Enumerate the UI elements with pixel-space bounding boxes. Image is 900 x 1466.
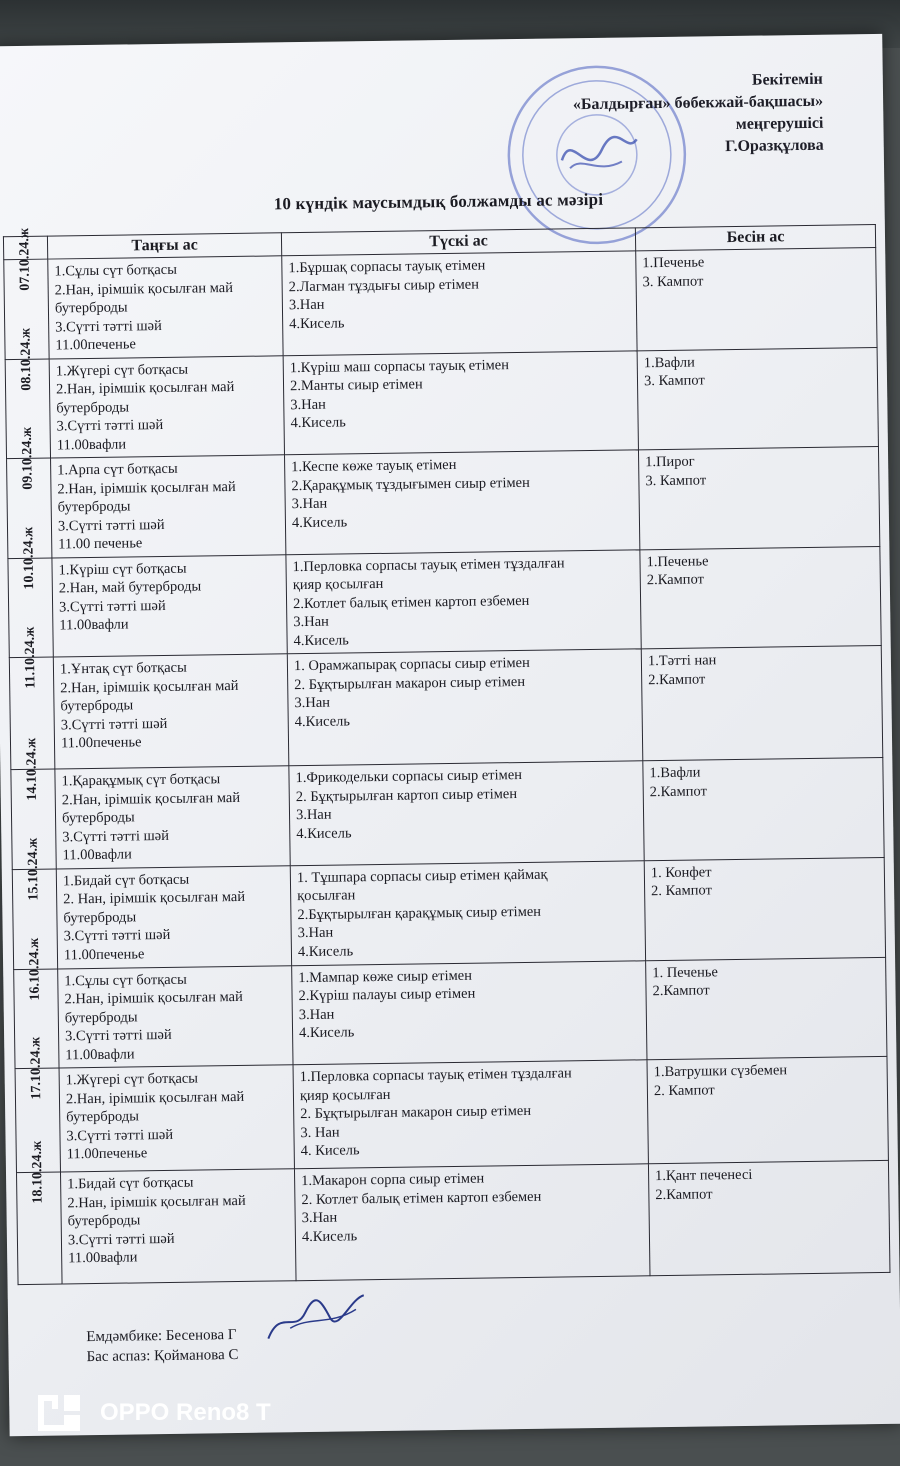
breakfast-item: 1.Қарақұмық сүт ботқасы [61,771,221,790]
table-row [8,546,881,658]
approval-line-3: меңгерушісі [735,114,824,133]
lunch-cell [294,1164,650,1281]
table-row [4,248,877,360]
snack-cell [647,1056,888,1163]
snack-item: 3. Кампот [645,471,707,489]
lunch-cell [290,860,645,965]
approval-line-4: Г.Оразқұлова [725,136,824,156]
breakfast-cell [48,256,283,359]
lunch-item: 1.Фрикодельки сорпасы сиыр етімен [295,766,523,787]
snack-item: 2.Кампот [655,1185,713,1203]
breakfast-item: 11.00вафли [68,1249,138,1267]
row-date: 14.10.24.ж [24,737,41,801]
breakfast-item: 2.Нан, ірімшік қосылған май [65,1088,245,1107]
row-date: 07.10.24.ж [17,227,33,291]
lunch-item: 1.Макарон сорпа сиыр етімен [301,1170,485,1190]
breakfast-item: 3.Сүтті тәтті шәй [56,416,164,435]
lunch-item: 3. Нан [300,1124,340,1141]
lunch-cell [282,251,637,355]
nurse-signature: Емдәмбике: Бесенова Г [86,1327,237,1346]
camera-watermark [34,1390,271,1436]
breakfast-item: 1.Жүгері сүт ботқасы [55,361,189,379]
snack-item: 1.Тәтті нан [647,652,717,670]
breakfast-cell [58,965,293,1068]
breakfast-item: бутерброды [66,1108,140,1126]
lunch-item: 1.Кеспе көже тауық етімен [291,456,457,476]
lunch-item: қияр қосылған [299,1086,391,1104]
table-row [7,446,880,558]
breakfast-item: бутерброды [60,697,134,715]
snack-item: 3. Кампот [642,272,704,290]
breakfast-item: 1.Сұлы сүт ботқасы [54,261,178,280]
snack-cell [636,248,877,351]
breakfast-item: 2.Нан, ірімшік қосылған май [57,478,236,497]
breakfast-item: 11.00печенье [60,734,142,752]
lunch-item: 2. Бұқтырылған макарон сиыр етімен [294,673,526,693]
lunch-cell [289,761,644,865]
approval-line-2: «Балдырған» бөбекжай-бақшасы» [572,92,824,114]
snack-item: 2.Кампот [649,782,707,800]
breakfast-item: 11.00печенье [66,1145,148,1163]
breakfast-item: бутерброды [67,1212,141,1230]
lunch-item: 3.Нан [297,924,334,942]
breakfast-item: 2.Нан, ірімшік қосылған май [64,988,243,1008]
lunch-item: 2.Манты сиыр етімен [289,376,423,395]
table-row [16,1160,889,1284]
breakfast-item: 1.Жүгері сүт ботқасы [65,1070,199,1089]
lunch-cell [293,1060,648,1169]
document-title: 10 күндік маусымдық болжамды ас мәзірі [273,189,604,214]
breakfast-item: 2. Нан, ірімшік қосылған май [63,888,246,908]
snack-item: 2.Кампот [646,571,705,589]
lunch-item: 3.Нан [293,613,329,631]
breakfast-item: 3.Сүтті тәтті шәй [64,1026,172,1045]
approval-line-1: Бекітемін [751,70,823,89]
snack-item: 1.Вафли [649,764,701,782]
snack-item: 1. Конфет [650,863,712,881]
lunch-item: 4.Кисель [296,824,352,842]
lunch-item: 4. Кисель [300,1142,360,1160]
breakfast-item: 11.00вафли [65,1045,135,1063]
lunch-cell [285,450,640,554]
snack-cell [641,645,883,760]
lunch-item: 4.Кисель [294,712,351,730]
row-date: 10.10.24.ж [21,526,38,590]
breakfast-item: бутерброды [63,908,137,926]
table-row [12,857,885,969]
breakfast-item: бутерброды [57,498,131,516]
lunch-item: 2.Лагман тұздығы сиыр етімен [288,276,480,295]
row-date-cell [16,1140,62,1285]
lunch-item: 3.Нан [291,495,328,513]
lunch-item: 1.Перловка сорпасы тауық етімен тұздалған [292,554,565,575]
snack-cell [637,347,878,450]
breakfast-item: 3.Сүтті тәтті шәй [62,827,170,845]
breakfast-item: 11.00вафли [56,435,127,453]
breakfast-cell [56,865,291,968]
breakfast-cell [49,355,284,458]
breakfast-item: бутерброды [61,809,135,827]
lunch-item: 4.Кисель [297,942,354,960]
breakfast-item: 11.00 печенье [58,535,143,553]
breakfast-item: 1.Арпа сүт ботқасы [57,460,178,479]
header-lunch: Түскі ас [281,228,635,256]
snack-cell [648,1160,890,1275]
row-date: 08.10.24.ж [18,327,35,391]
lunch-item: қосылған [297,887,356,905]
breakfast-cell [60,1169,296,1284]
table-row [15,1056,888,1172]
snack-item: 1. Печенье [652,963,718,981]
breakfast-item: 1.Ұнтақ сүт ботқасы [59,659,187,678]
camera-brand-icon [34,1391,84,1435]
lunch-item: 1.Перловка сорпасы тауық етімен тұздалған [299,1065,572,1086]
lunch-item: 1. Тұшпара сорпасы сиыр етімен қаймақ [296,866,548,886]
lunch-item: 4.Кисель [289,314,345,332]
breakfast-item: 2.Нан, ірімшік қосылған май [54,279,234,298]
snack-item: 2.Кампот [652,982,710,1000]
signature-block [86,1325,238,1367]
row-date: 18.10.24.ж [29,1140,46,1204]
row-date: 09.10.24.ж [19,426,36,490]
lunch-item: 1.Бұршақ сорпасы тауық етімен [288,257,486,277]
snack-cell [644,857,885,960]
breakfast-item: 3.Сүтті тәтті шәй [66,1126,174,1144]
snack-cell [638,446,879,549]
row-date: 17.10.24.ж [28,1036,45,1100]
breakfast-item: 3.Сүтті тәтті шәй [55,317,162,335]
lunch-item: қияр қосылған [292,575,384,594]
lunch-item: 4.Кисель [301,1227,358,1245]
table-row [9,645,882,769]
snack-cell [643,757,884,860]
breakfast-item: 3.Сүтті тәтті шәй [58,597,166,615]
breakfast-item: 2.Нан, ірімшік қосылған май [60,677,239,696]
breakfast-cell [55,766,290,869]
breakfast-item: 2.Нан, ірімшік қосылған май [61,789,241,808]
lunch-item: 3.Нан [295,806,332,824]
document-sheet [0,34,900,1436]
snack-item: 1.Пирог [645,453,695,471]
breakfast-cell [53,654,289,769]
lunch-item: 3.Нан [290,396,326,413]
lunch-cell [286,549,641,653]
row-date: 11.10.24.ж [22,626,39,689]
snack-item: 1.Печенье [646,552,709,570]
lunch-item: 2. Котлет балық етімен картоп езбемен [301,1188,542,1208]
breakfast-cell [59,1065,294,1172]
breakfast-cell [51,455,286,558]
lunch-item: 2. Бұқтырылған макарон сиыр етімен [300,1102,532,1123]
lunch-item: 2.Қарақұмық тұздығымен сиыр етімен [291,474,530,494]
snack-item: 1.Вафли [643,354,695,371]
breakfast-item: 1.Бидай сүт ботқасы [67,1174,194,1193]
breakfast-item: 11.00печенье [55,336,137,354]
lunch-item: 4.Кисель [298,1024,355,1042]
breakfast-item: 11.00вафли [59,616,129,634]
snack-item: 1.Ватрушки сүзбемен [653,1062,788,1081]
breakfast-item: 2.Нан, ірімшік қосылған май [67,1192,246,1211]
breakfast-item: 11.00печенье [63,945,145,963]
breakfast-item: 1.Сұлы сүт ботқасы [64,971,187,989]
breakfast-item: 2.Нан, ірімшік қосылған май [55,378,235,398]
breakfast-item: бутерброды [56,398,130,416]
lunch-item: 2.Күріш палауы сиыр етімен [298,985,476,1005]
snack-cell [640,546,881,649]
chef-signature: Бас аспаз: Қойманова С [86,1347,239,1366]
lunch-item: 3.Нан [288,296,325,314]
breakfast-item: 1.Күріш сүт ботқасы [58,560,187,578]
table-row [5,347,878,459]
lunch-item: 1.Мампар көже сиыр етімен [298,967,473,986]
table-row [11,757,884,869]
menu-table [3,224,891,1285]
snack-item: 2. Кампот [653,1081,715,1099]
lunch-item: 4.Кисель [291,513,348,531]
header-snack: Бесін ас [635,225,875,251]
breakfast-item: 2.Нан, май бутерброды [58,578,202,597]
breakfast-item: 3.Сүтті тәтті шәй [57,516,165,534]
lunch-item: 2. Бұқтырылған картоп сиыр етімен [295,785,518,805]
snack-item: 2. Кампот [651,882,712,900]
breakfast-item: 3.Сүтті тәтті шәй [63,926,171,945]
approval-block [572,69,823,160]
lunch-cell [283,350,638,454]
breakfast-cell [52,554,287,657]
snack-item: 1.Печенье [642,254,705,272]
breakfast-item: 3.Сүтті тәтті шәй [67,1230,175,1248]
breakfast-item: 3.Сүтті тәтті шәй [60,715,168,733]
snack-item: 3. Кампот [643,372,705,390]
snack-item: 2.Кампот [648,670,706,688]
snack-cell [646,957,887,1060]
lunch-item: 4.Кисель [290,414,346,432]
breakfast-item: бутерброды [64,1008,138,1026]
row-date: 16.10.24.ж [26,937,43,1001]
lunch-item: 4.Кисель [293,631,349,649]
watermark-text: OPPO Reno8 T [100,1399,271,1426]
breakfast-item: 1.Бидай сүт ботқасы [62,871,190,889]
lunch-item: 3.Нан [298,1006,335,1023]
lunch-cell [292,960,647,1064]
breakfast-item: бутерброды [54,299,128,317]
signature-scribble-icon [260,1287,371,1349]
lunch-item: 1.Күріш маш сорпасы тауық етімен [289,356,510,376]
breakfast-item: 11.00вафли [62,846,132,864]
lunch-item: 1. Орамжапырақ сорпасы сиыр етімен [293,654,530,675]
row-date: 15.10.24.ж [25,837,42,901]
header-breakfast: Таңғы ас [47,233,281,259]
lunch-item: 2.Котлет балық етімен картоп езбемен [292,592,530,612]
lunch-cell [287,649,643,766]
snack-item: 1.Қант печенесі [654,1166,753,1185]
lunch-item: 3.Нан [301,1209,338,1227]
table-row [14,957,887,1069]
lunch-item: 2.Бұқтырылған қарақұмық сиыр етімен [297,903,542,923]
lunch-item: 3.Нан [294,694,331,712]
